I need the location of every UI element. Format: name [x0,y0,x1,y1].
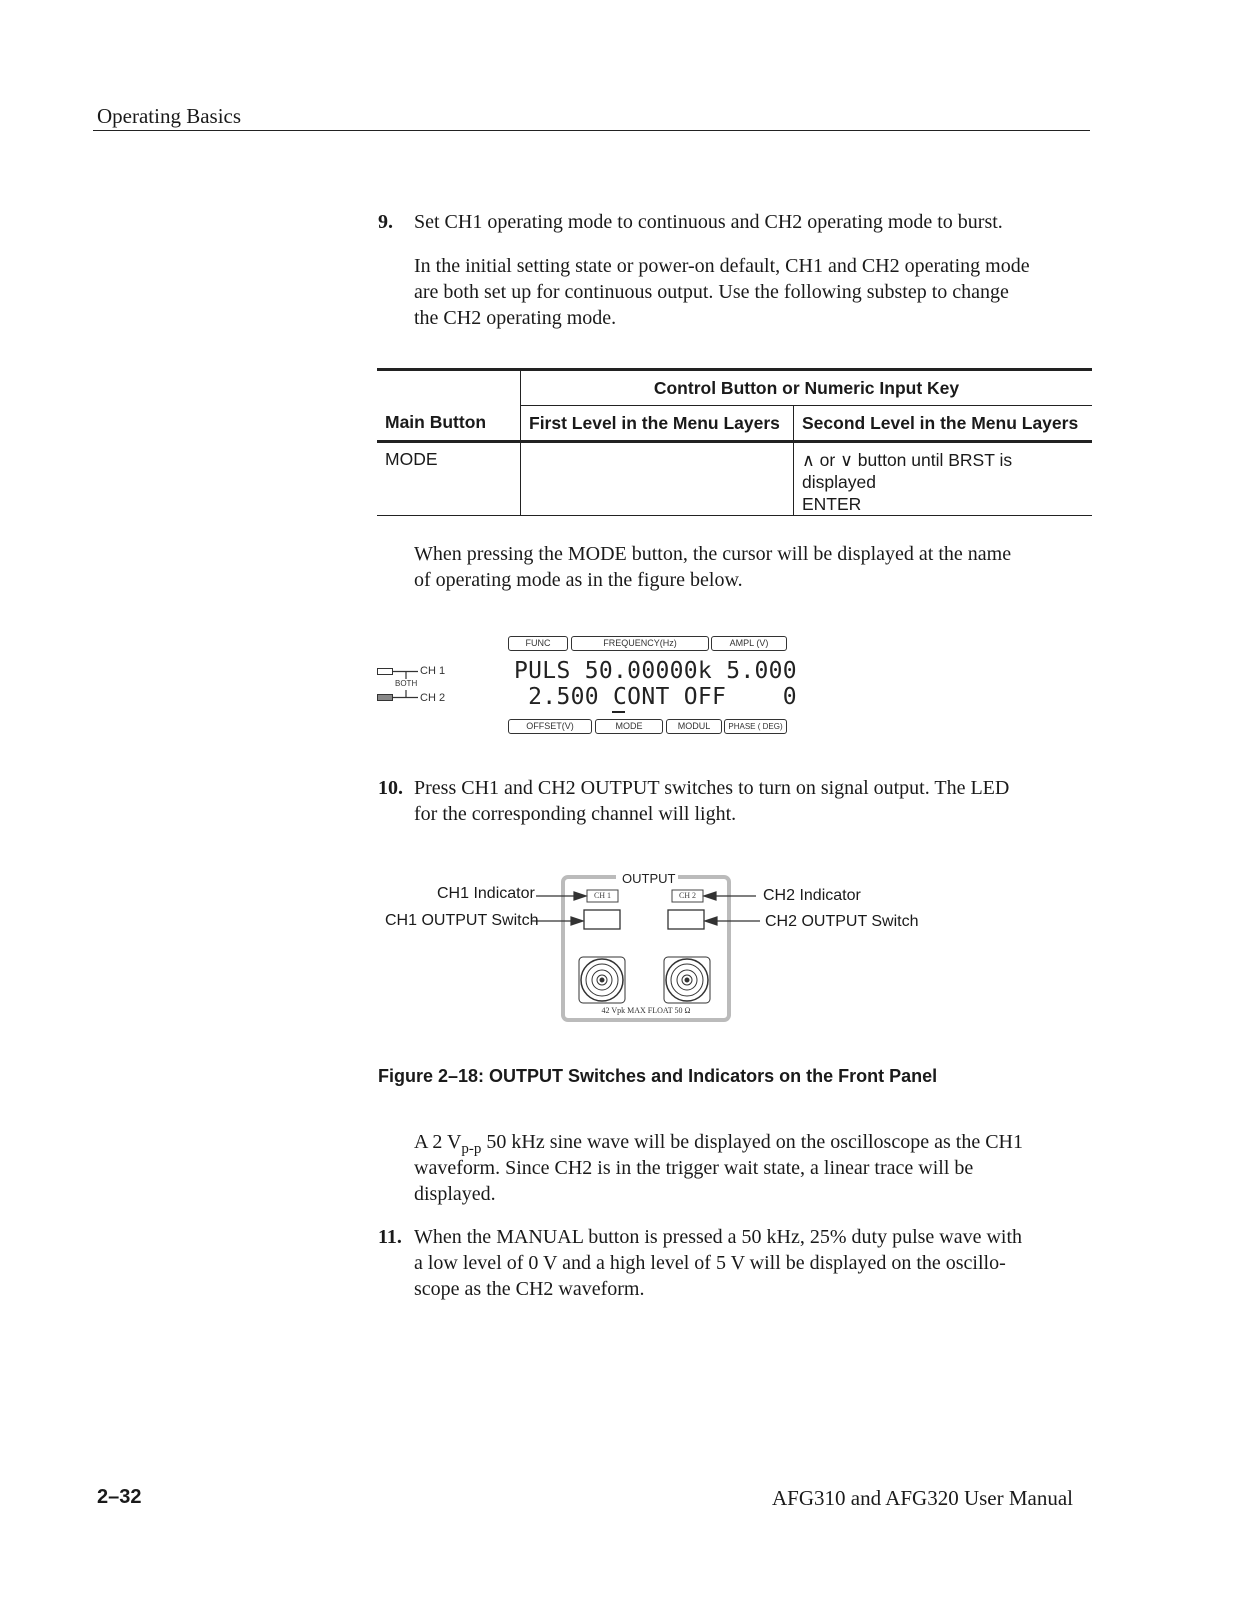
sine-pre: A 2 V [414,1131,462,1153]
step-9-number: 9. [378,211,393,233]
output-panel-title: OUTPUT [622,871,676,886]
frequency-label: FREQUENCY(Hz) [571,636,709,651]
ch1-switch-label: CH1 OUTPUT Switch [385,912,539,929]
col-second-level: Second Level in the Menu Layers [794,406,1093,442]
step-9-paragraph [414,253,1030,331]
ch2-switch-label: CH2 OUTPUT Switch [765,913,919,930]
step-9-instruction: Set CH1 operating mode to continuous and CH2 operating mode to burst. [414,211,1003,233]
lcd-line-2: 2.500 CONT OFF 0 [514,684,797,710]
ch1-select-label: CH 1 [420,665,446,677]
sine-paragraph [414,1129,1023,1207]
text-line: Press CH1 and CH2 OUTPUT switches to turn on signal output. The LED [414,777,1010,799]
text-line: In the initial setting state or power-on default, CH1 and CH2 operating mode [414,255,1030,277]
ch2-indicator-label: CH2 Indicator [763,887,861,904]
figure-caption: Figure 2–18: OUTPUT Switches and Indicators on the Front Panel [378,1066,938,1086]
text-line: a low level of 0 V and a high level of 5 V will be displayed on the oscillo- [414,1252,1006,1274]
manual-title: AFG310 and AFG320 User Manual [772,1486,1073,1510]
col-first-level: First Level in the Menu Layers [521,406,794,442]
text-line: When pressing the MODE button, the cursor will be displayed at the name [414,543,1012,565]
offset-label: OFFSET(V) [508,719,592,734]
cell-main: MODE [377,442,521,516]
text-line [414,1129,1023,1155]
ch2-indicator-led: CH 2 [678,891,697,900]
mode-label: MODE [595,719,663,734]
ch1-indicator-led: CH 1 [593,891,612,900]
cell-line: ∧ or ∨ button until BRST is displayed [802,450,1013,492]
output-figure [380,868,920,1024]
both-label: BOTH [395,679,418,688]
table-group-header: Control Button or Numeric Input Key [521,370,1093,406]
table-corner [377,370,521,406]
cell-line: ENTER [802,494,862,514]
running-head: Operating Basics [97,104,242,128]
text-line: displayed. [414,1183,496,1205]
connector-rating: 42 Vpk MAX FLOAT 50 Ω [601,1006,691,1015]
page-number: 2–32 [97,1486,142,1508]
func-label: FUNC [508,636,568,651]
text-line: the CH2 operating mode. [414,307,617,329]
step-10-number: 10. [378,777,403,799]
sine-post: 50 kHz sine wave will be displayed on the oscilloscope as the CH1 [481,1131,1023,1153]
text-line: of operating mode as in the figure below. [414,569,743,591]
lcd-cursor [612,711,625,713]
text-line: When the MANUAL button is pressed a 50 kHz, 25% duty pulse wave with [414,1226,1023,1248]
header-rule [93,130,1090,131]
phase-label: PHASE ( DEG) [724,719,787,734]
step-11-number: 11. [378,1226,402,1248]
text-line: scope as the CH2 waveform. [414,1278,645,1300]
vpp-subscript: p-p [461,1141,482,1157]
lcd-figure [376,632,796,736]
col-main-button: Main Button [377,406,521,442]
cell-first [521,442,794,516]
mode-paragraph [414,541,1011,593]
ampl-label: AMPL (V) [711,636,787,651]
text-line: waveform. Since CH2 is in the trigger wait state, a linear trace will be [414,1157,974,1179]
ch2-select-label: CH 2 [420,692,446,704]
step-11-text [414,1224,1022,1302]
menu-table [377,368,1092,516]
cell-second [794,442,1093,516]
lcd-line-1: PULS 50.00000k 5.000 [514,658,797,684]
ch1-indicator-label: CH1 Indicator [437,885,535,902]
text-line: are both set up for continuous output. Use the following substep to change [414,281,1009,303]
step-10-text [414,775,1009,827]
text-line: for the corresponding channel will light. [414,803,737,825]
modul-label: MODUL [666,719,722,734]
